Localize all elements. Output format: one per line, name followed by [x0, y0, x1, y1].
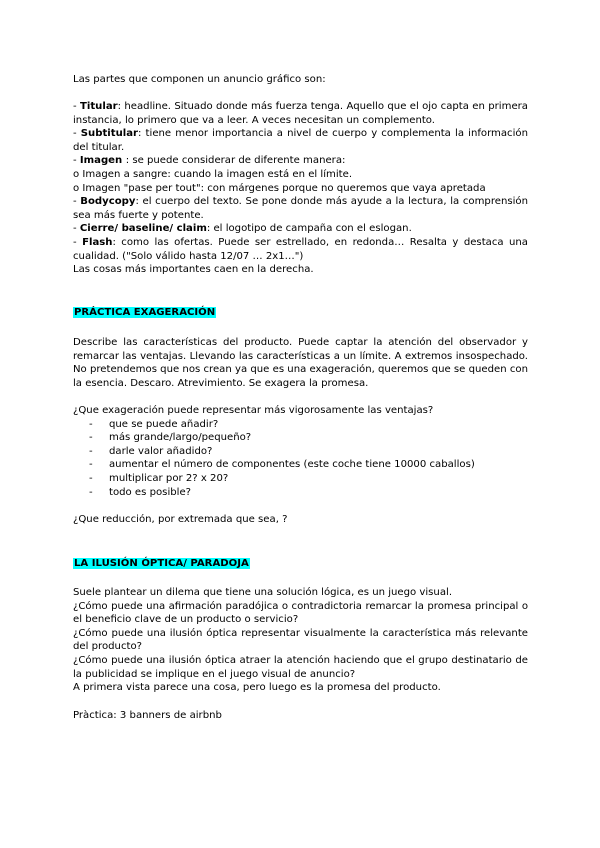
item-text: o Imagen "pase per tout": con márgenes porque no queremos que vaya apretada — [73, 182, 486, 194]
item-prefix: - — [73, 155, 80, 167]
list-dash: - — [89, 445, 93, 457]
item-prefix: - — [73, 196, 81, 208]
item-term: Flash — [82, 236, 113, 248]
intro-list — [73, 100, 528, 277]
intro-heading-text: Las partes que componen un anuncio gráfico son: — [73, 74, 326, 85]
ilusion-practica — [73, 709, 528, 723]
item-text: : el cuerpo del texto. Se pone donde más ayude a la lectura, la comprensión sea más fuerte y potente. — [73, 196, 528, 221]
exageracion-reduction — [73, 513, 528, 527]
item-term: Imagen — [79, 155, 126, 167]
item-titular — [73, 100, 528, 127]
exageracion-paragraph-text: Describe las características del producto. Puede captar la atención del observador y remarcar las ventajas. Llevando las características a un límite. A extremos insospechado. No pretendemos que nos crean ya que es una exageración, queremos que se queden con la esencia. Descaro. Atrevimiento. Se exagera la promesa. — [73, 337, 528, 389]
item-prefix: - — [73, 128, 81, 140]
exageracion-paragraph — [73, 336, 528, 390]
section-title-exageracion — [73, 306, 528, 320]
intro-heading — [73, 73, 528, 87]
list-item-text: darle valor añadido? — [109, 445, 213, 457]
ilusion-line: ¿Cómo puede una ilusión óptica atraer la atención haciendo que el grupo destinatario de la publicidad se implique en el juego visual de anuncio? — [73, 654, 528, 680]
list-dash: - — [89, 486, 93, 498]
list-item-text: más grande/largo/pequeño? — [109, 432, 252, 444]
ilusion-paragraphs — [73, 586, 528, 695]
exageracion-reduction-text: ¿Que reducción, por extremada que sea, ? — [73, 514, 288, 525]
item-imagen — [73, 154, 528, 168]
list-dash: - — [89, 418, 93, 430]
ilusion-title: LA ILUSIÓN ÓPTICA/ PARADOJA — [74, 558, 249, 569]
list-item-text: aumentar el número de componentes (este coche tiene 10000 caballos) — [109, 459, 475, 471]
list-item — [73, 458, 528, 472]
ilusion-line: ¿Cómo puede una afirmación paradójica o contradictoria remarcar la promesa principal o el beneficio clave de un producto o servicio? — [73, 600, 528, 626]
exageracion-question: ¿Que exageración puede representar más vigorosamente las ventajas? — [73, 405, 434, 416]
item-text: : headline. Situado donde más fuerza tenga. Aquello que el ojo capta en primera instancia, lo primero que va a leer. A veces necesitan un complemento. — [73, 101, 528, 126]
intro-closing: Las cosas más importantes caen en la derecha. — [73, 264, 314, 276]
list-item — [73, 431, 528, 445]
item-term: Cierre/ baseline/ claim — [79, 223, 207, 235]
list-item — [73, 486, 528, 500]
exageracion-list — [73, 418, 528, 500]
item-prefix: - — [73, 223, 80, 235]
list-item-text: que se puede añadir? — [109, 418, 219, 430]
exageracion-question-block — [73, 404, 528, 499]
item-flash — [73, 236, 528, 263]
list-dash: - — [89, 472, 93, 484]
list-dash: - — [89, 432, 93, 444]
list-item-text: todo es posible? — [109, 486, 192, 498]
item-cierre — [73, 222, 528, 236]
item-bodycopy — [73, 195, 528, 222]
list-item — [73, 418, 528, 432]
list-dash: - — [89, 459, 93, 471]
item-text: : como las ofertas. Puede ser estrellado, en redonda… Resalta y destaca una cualidad. ("Solo válido hasta 12/07 … 2x1…") — [73, 236, 528, 262]
item-text: o Imagen a sangre: cuando la imagen está en el límite. — [73, 168, 353, 180]
item-imagen-pase — [73, 182, 528, 196]
ilusion-line: A primera vista parece una cosa, pero luego es la promesa del producto. — [73, 682, 441, 694]
list-item — [73, 472, 528, 486]
ilusion-line: ¿Cómo puede una ilusión óptica representar visualmente la característica más relevante del producto? — [73, 627, 528, 653]
section-title-ilusion — [73, 557, 528, 571]
item-prefix: - — [73, 101, 80, 112]
list-item — [73, 445, 528, 459]
ilusion-practica-text: Pràctica: 3 banners de airbnb — [73, 710, 222, 721]
item-text: : el logotipo de campaña con el eslogan. — [206, 223, 412, 235]
item-prefix: - — [73, 236, 83, 248]
exageracion-title: PRÁCTICA EXAGERACIÓN — [74, 307, 216, 318]
item-text: : tiene menor importancia a nivel de cuerpo y complementa la información del titular. — [73, 128, 528, 153]
ilusion-line: Suele plantear un dilema que tiene una solución lógica, es un juego visual. — [73, 587, 453, 598]
item-imagen-sangre — [73, 168, 528, 182]
item-subtitular — [73, 127, 528, 154]
item-term: Titular — [80, 101, 118, 112]
item-term: Bodycopy — [80, 196, 136, 208]
list-item-text: multiplicar por 2? x 20? — [109, 472, 229, 484]
item-term: Subtitular — [80, 128, 139, 140]
item-text: : se puede considerar de diferente manera: — [125, 155, 346, 167]
